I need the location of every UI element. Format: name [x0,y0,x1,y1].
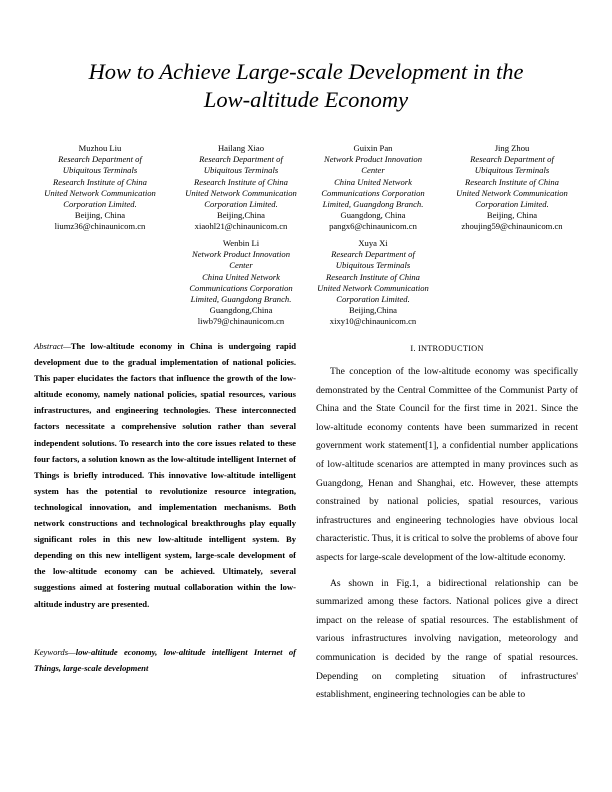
author-block-2 [171,143,311,233]
author-affiliation: Research Department of [331,249,415,260]
author-email: liwb79@chinaunicom.cn [197,316,285,327]
title-line-2: Low-altitude Economy [203,87,409,112]
author-location: Beijing, China [486,210,538,221]
author-location: Guangdong,China [209,305,273,316]
introduction-body [316,363,578,705]
author-email: xiaohl21@chinaunicom.cn [194,221,288,232]
abstract-text: The low-altitude economy in China is undergoing rapid development due to the gradual implementation of national policies. This paper elucidates the factors that influence the growth of the low-altitude economy, namely national policies, spatial resources, various infrastructures, and engineering technologies. These interconnected factors necessitate a comprehensive solution rather than several independent solutions. To research into the core issues related to these four factors, a solution known as the low-altitude intelligent Internet of Things is briefly introduced. This innovative low-altitude intelligent system has the potential to revolutionize resource integration, technological innovation, and implementation mechanisms. Both network constructions and technological breakthroughs play equally significant roles in this new low-altitude intelligent system. By depending on this new intelligent system, large-scale development of the low-altitude economy can be achieved. Ultimately, several suggestions aimed at fostering mutual collaboration within the low-altitude industry are presented. [34,341,296,609]
abstract-label: Abstract— [34,341,71,351]
author-affiliation: United Network Communication [456,187,568,198]
author-affiliation: Corporation Limited. [63,199,137,210]
author-name: Hailang Xiao [217,143,265,153]
author-name: Xuya Xi [358,238,388,248]
author-block-4 [442,143,582,233]
section-heading-introduction: I. INTRODUCTION [410,344,484,353]
author-affiliation: China United Network [202,271,280,282]
author-affiliation: Ubiquitous Terminals [335,260,411,271]
author-block-3 [303,143,443,233]
author-affiliation: Communications Corporation [321,187,425,198]
paper-title [60,58,552,114]
author-affiliation: China United Network [334,176,412,187]
author-affiliation: United Network Communication [317,282,429,293]
author-affiliation: Research Institute of China [326,271,420,282]
author-email: pangx6@chinaunicom.cn [329,221,417,232]
author-affiliation: Ubiquitous Terminals [62,165,138,176]
author-affiliation: United Network Communication [44,187,156,198]
author-email: liumz36@chinaunicom.cn [54,221,146,232]
author-affiliation: Research Institute of China [194,176,288,187]
keywords [34,644,296,676]
author-affiliation: Limited, Guangdong Branch. [322,199,424,210]
author-affiliation: Research Department of [199,154,283,165]
author-block-5 [171,238,311,328]
author-block-6 [303,238,443,328]
author-affiliation: Network Product Innovation [191,249,291,260]
author-affiliation: Limited, Guangdong Branch. [190,294,292,305]
author-affiliation: United Network Communication [185,187,297,198]
author-affiliation: Corporation Limited. [204,199,278,210]
author-affiliation: Corporation Limited. [336,294,410,305]
author-affiliation: Research Department of [58,154,142,165]
author-location: Beijing,China [349,305,397,316]
author-name: Wenbin Li [222,238,260,248]
author-name: Guixin Pan [353,143,393,153]
keywords-label: Keywords— [34,647,76,657]
author-name: Jing Zhou [494,143,530,153]
author-affiliation: Research Institute of China [53,176,147,187]
keywords-text: low-altitude economy, low-altitude intelligent Internet of Things, large-scale development [34,647,296,673]
author-name: Muzhou Liu [78,143,122,153]
author-affiliation: Center [361,165,385,176]
abstract [34,338,296,612]
author-location: Beijing, China [74,210,126,221]
author-affiliation: Research Department of [470,154,554,165]
author-affiliation: Communications Corporation [189,282,293,293]
author-email: zhoujing59@chinaunicom.cn [461,221,563,232]
author-block-1 [30,143,170,233]
title-line-1: How to Achieve Large-scale Development in the [88,59,524,84]
author-location: Beijing,China [217,210,265,221]
author-email: xixy10@chinaunicom.cn [329,316,417,327]
author-affiliation: Corporation Limited. [475,199,549,210]
introduction-paragraph-2: As shown in Fig.1, a bidirectional relationship can be summarized among these factors. National polices give a direct impact on the release of spatial resources. The establishment of various infrastructures involving navigation, meteorology and communication is decided by the range of spatial resources. Depending on completing situation of infrastructures' establishment, engineering technologies can be able to [316,577,578,701]
author-location: Guangdong, China [340,210,406,221]
author-affiliation: Ubiquitous Terminals [203,165,279,176]
author-affiliation: Network Product Innovation [323,154,423,165]
introduction-paragraph-1: The conception of the low-altitude economy was specifically demonstrated by the Central Committee of the Communist Party of China and the State Council for the first time in 2021. Since the low-altitude economy contents have been summarized in recent government work statement[1], a confidential number applications of low-altitude scenarios are attempted in many provinces such as Guangdong, Henan and Shanghai, etc. However, these attempts constrained by national policies, spatial resources, various infrastructures and engineering technologies have obvious local characteristic. Thus, it is critical to solve the problems of above four aspects for large-scale development of the low-altitude economy. [316,366,578,563]
author-affiliation: Center [229,260,253,271]
author-affiliation: Ubiquitous Terminals [474,165,550,176]
author-affiliation: Research Institute of China [465,176,559,187]
